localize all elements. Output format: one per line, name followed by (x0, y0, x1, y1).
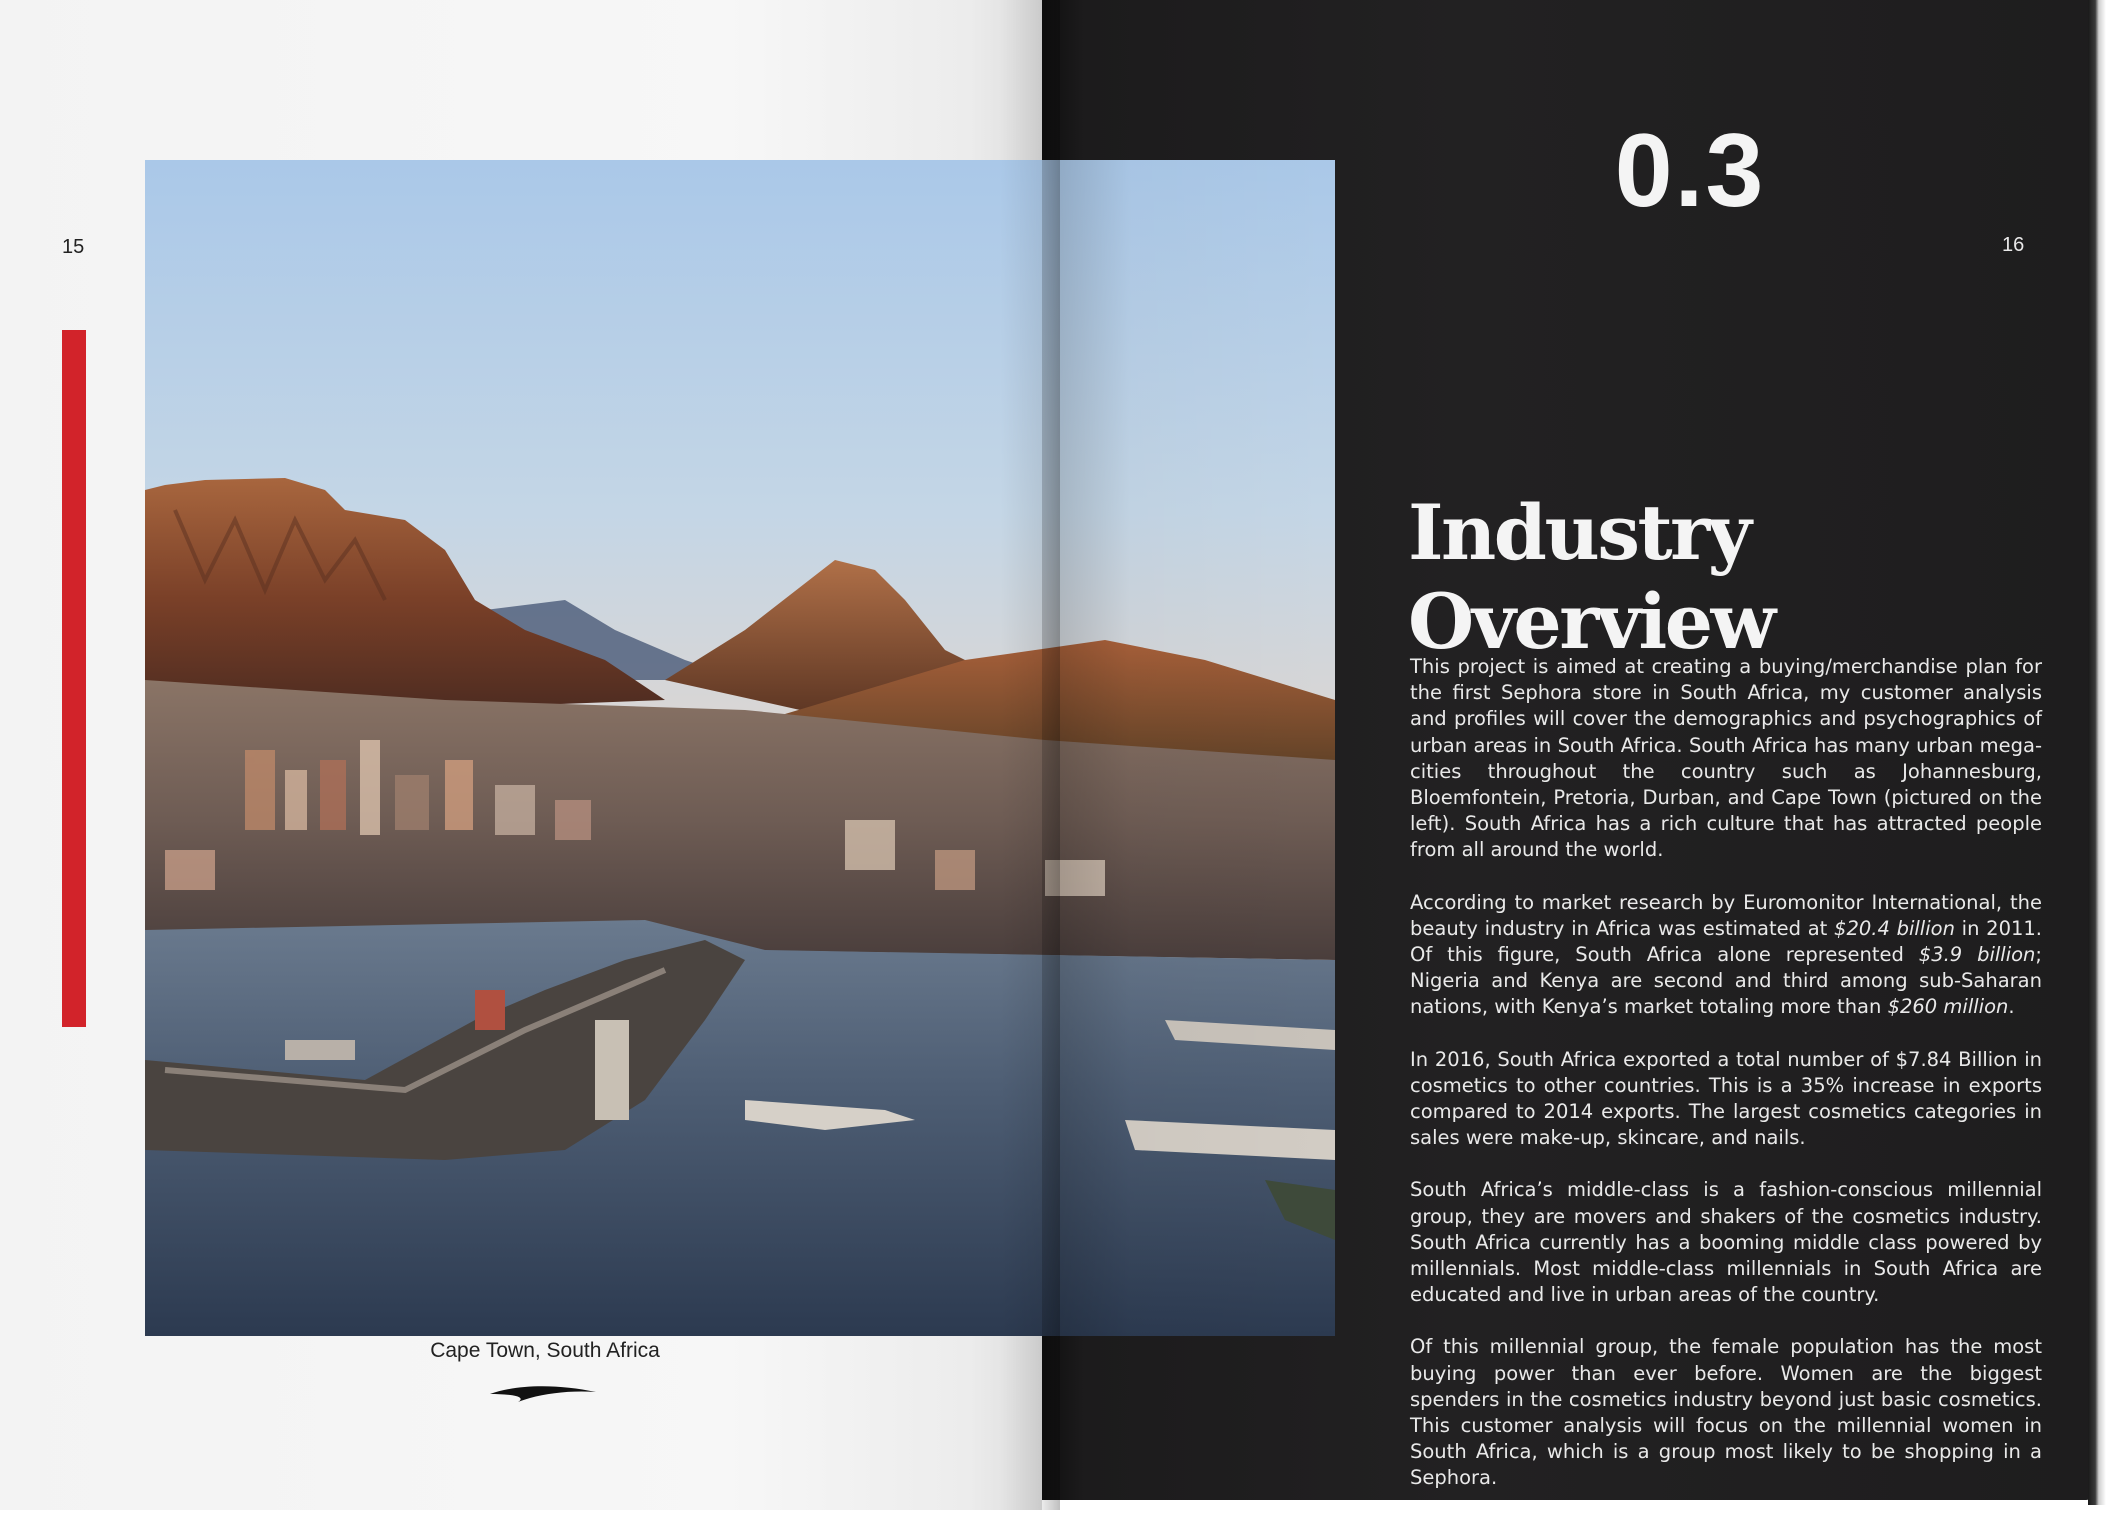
page-edge (2088, 0, 2106, 1505)
paragraph-text: In 2016, South Africa exported a total number of $7.84 Billion in cosmetics to other countries. This is a 35% increase in exports compared to 2014 exports. The largest cosmetics categories in sales were make-up, skincare, and nails. (1410, 1047, 2042, 1150)
section-title: Industry Overview (1408, 488, 1774, 666)
section-number: 0.3 (1614, 113, 1766, 229)
cape-town-photo (145, 160, 1335, 1336)
paragraph-text: According to market research by Euromonitor International, the beauty industry in Africa was estimated at (1410, 890, 2042, 940)
highlighted-figure: $20.4 billion (1834, 916, 1955, 940)
highlighted-figure: $3.9 billion (1918, 943, 2036, 967)
body-text (1410, 654, 2042, 1518)
page-number-left: 15 (62, 236, 85, 258)
red-accent-bar (62, 330, 86, 1027)
paragraph-text: South Africa’s middle-class is a fashion-conscious millennial group, they are movers and shakers of the cosmetics industry. South Africa currently has a booming middle class powered by millennials. Most middle-class millennials in South Africa are educated and live in urban areas of the country. (1410, 1178, 2042, 1307)
highlighted-figure: $260 million (1887, 995, 2009, 1019)
photo-caption: Cape Town, South Africa (430, 1339, 660, 1362)
page-number-right: 16 (2002, 234, 2025, 256)
body-paragraph (1410, 1334, 2042, 1491)
swash-ornament-icon (488, 1380, 598, 1406)
body-paragraph (1410, 654, 2042, 864)
body-paragraph (1410, 1047, 2042, 1152)
paragraph-text: . (2008, 995, 2015, 1019)
paragraph-text: Of this millennial group, the female population has the most buying power than ever before. Women are the biggest spenders in the cosmetics industry beyond just basic cosmetics. This customer analysis will focus on the millennial women in South Africa, which is a group most likely to be shopping in a Sephora. (1410, 1335, 2042, 1490)
body-paragraph (1410, 1177, 2042, 1308)
paragraph-text: This project is aimed at creating a buying/merchandise plan for the first Sephora store in South Africa, my customer analysis and profiles will cover the demographics and psychographics of urban areas in South Africa. South Africa has many urban mega-cities throughout the country such as Johannesburg, Bloemfontein, Pretoria, Durban, and Cape Town (pictured on the left). South Africa has a rich culture that has attracted people from all around the world. (1410, 655, 2042, 862)
body-paragraph (1410, 890, 2042, 1021)
paragraph-text: ; Nigeria and Kenya are second and third among sub-Saharan nations, with Kenya’s market totaling more than (1410, 943, 2042, 1019)
paragraph-text: in 2011. Of this figure, South Africa alone represented (1410, 916, 2042, 967)
